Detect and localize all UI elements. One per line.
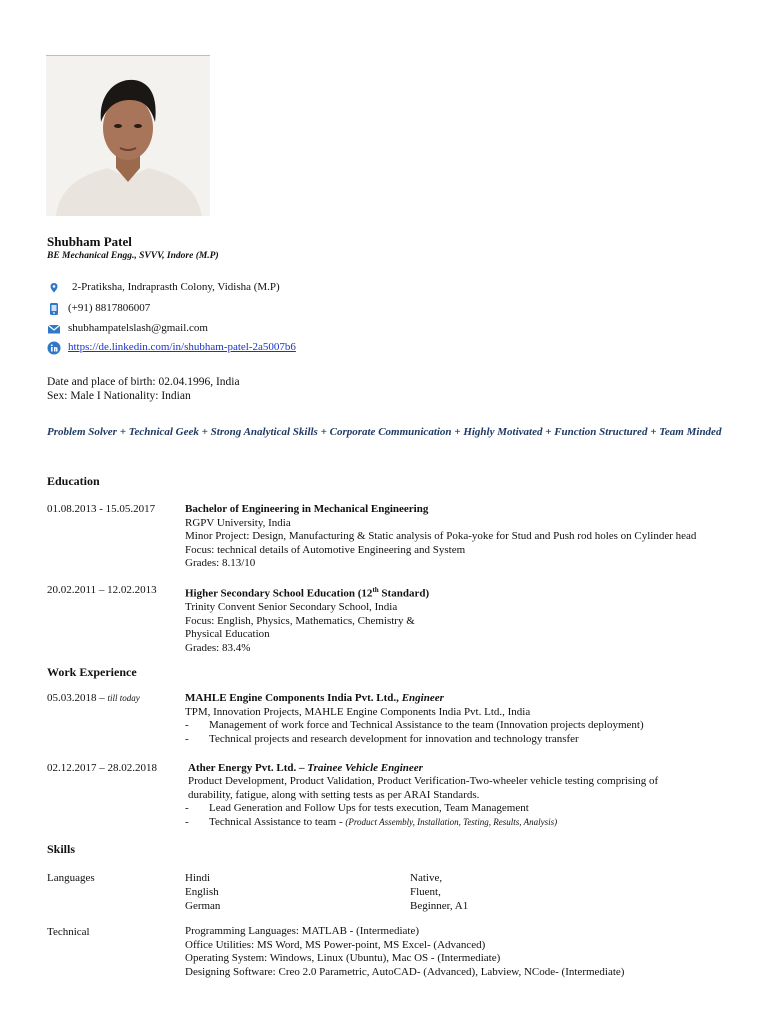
language-levels	[410, 871, 468, 913]
work-entry-details	[185, 775, 658, 829]
language-name: Hindi	[185, 872, 211, 884]
language-names	[185, 871, 220, 913]
email-link[interactable]: shubhampatelslash@gmail.com	[68, 322, 208, 334]
technical-skill: Programming Languages: MATLAB - (Intermediate)	[185, 925, 419, 937]
portrait-image	[46, 56, 210, 216]
bullet-item: - Technical projects and research development for innovation and technology transfer	[185, 732, 579, 745]
address-text: 2-Pratiksha, Indraprasth Colony, Vidisha (M.P)	[72, 281, 280, 293]
job-role: Trainee Vehicle Engineer	[307, 762, 423, 774]
bullet-item: - Technical Assistance to team - (Product Assembly, Installation, Testing, Results, Analysis)	[185, 815, 558, 828]
degree-title-text: Standard)	[378, 587, 430, 600]
entry-line: Physical Education	[185, 628, 270, 641]
work-date-text: 05.03.2018 –	[47, 692, 108, 704]
languages-label: Languages	[47, 872, 95, 884]
bullet-text: Technical projects and research development for innovation and technology transfer	[209, 732, 579, 745]
education-date: 20.02.2011 – 12.02.2013	[47, 584, 157, 596]
work-date	[47, 692, 140, 704]
sex-nationality: Sex: Male I Nationality: Indian	[47, 390, 191, 402]
language-level: Native,	[410, 872, 443, 884]
entry-line: Focus: technical details of Automotive Engineering and System	[185, 543, 466, 556]
work-date-suffix: till today	[107, 693, 140, 703]
job-title	[188, 762, 423, 776]
technical-skills	[185, 925, 624, 979]
education-entry	[185, 584, 429, 655]
candidate-degree: BE Mechanical Engg., SVVV, Indore (M.P)	[47, 251, 219, 261]
profile-summary: Problem Solver + Technical Geek + Strong Analytical Skills + Corporate Communication + Highly Motivated + Function Structured + Team Minded	[47, 426, 722, 438]
entry-line: Grades: 83.4%	[185, 641, 251, 654]
entry-line: Product Development, Product Validation, Product Verification-Two-wheeler vehicle testing comprising of	[188, 775, 659, 787]
phone-text: (+91) 8817806007	[68, 302, 151, 314]
entry-line: Grades: 8.13/10	[185, 557, 256, 569]
degree-title	[185, 584, 429, 601]
linkedin-link[interactable]: https://de.linkedin.com/in/shubham-patel-2a5007b6	[68, 341, 296, 353]
section-heading-work: Work Experience	[47, 665, 137, 679]
entry-line: RGPV University, India	[185, 516, 291, 529]
entry-line: Minor Project: Design, Manufacturing & Static analysis of Poka-yoke for Stud and Push rod holes on Cylinder head	[185, 530, 697, 542]
education-date: 01.08.2013 - 15.05.2017	[47, 503, 156, 515]
technical-skill: Operating System: Windows, Linux (Ubuntu), Mac OS - (Intermediate)	[185, 952, 501, 964]
envelope-icon	[47, 322, 61, 336]
education-entry	[185, 503, 696, 571]
birth-info: Date and place of birth: 02.04.1996, India	[47, 376, 240, 388]
bullet-suffix: (Product Assembly, Installation, Testing, Results, Analysis)	[345, 816, 558, 827]
technical-skill: Designing Software: Creo 2.0 Parametric, AutoCAD- (Advanced), Labview, NCode- (Intermediate)	[185, 965, 625, 978]
work-date: 02.12.2017 – 28.02.2018	[47, 762, 157, 774]
bullet-item: - Lead Generation and Follow Ups for tests execution, Team Management	[185, 802, 529, 814]
candidate-name: Shubham Patel	[47, 234, 132, 249]
degree-title-sup: th	[372, 586, 379, 594]
section-heading-education: Education	[47, 474, 100, 488]
linkedin-icon	[47, 341, 61, 355]
degree-title: Bachelor of Engineering in Mechanical Engineering	[185, 503, 429, 515]
bullet-text: Technical Assistance to team -	[209, 815, 346, 828]
location-pin-icon	[47, 281, 61, 295]
phone-icon	[47, 302, 61, 316]
language-name: German	[185, 900, 221, 912]
section-heading-skills: Skills	[47, 842, 76, 856]
language-name: English	[185, 886, 219, 898]
company-name: MAHLE Engine Components India Pvt. Ltd.,	[185, 692, 402, 704]
entry-line: Trinity Convent Senior Secondary School, India	[185, 601, 398, 614]
technical-label: Technical	[47, 926, 90, 938]
work-entry	[185, 692, 644, 746]
entry-line: Focus: English, Physics, Mathematics, Chemistry &	[185, 614, 415, 627]
work-entry	[188, 762, 423, 776]
bullet-text: Management of work force and Technical Assistance to the team (Innovation projects deployment)	[209, 719, 644, 731]
bullet-text: Lead Generation and Follow Ups for tests execution, Team Management	[209, 802, 529, 814]
language-level: Fluent,	[410, 886, 441, 898]
degree-title-text: Higher Secondary School Education (12	[185, 587, 373, 600]
entry-line: durability, fatigue, along with setting tests as per ARAI Standards.	[188, 788, 480, 801]
company-name: Ather Energy Pvt. Ltd. –	[188, 762, 308, 774]
technical-skill: Office Utilities: MS Word, MS Power-point, MS Excel- (Advanced)	[185, 938, 486, 951]
profile-photo	[46, 55, 210, 216]
bullet-item: - Management of work force and Technical Assistance to the team (Innovation projects deployment)	[185, 719, 644, 731]
language-level: Beginner, A1	[410, 900, 469, 912]
job-role: Engineer	[401, 692, 444, 704]
entry-line: TPM, Innovation Projects, MAHLE Engine Components India Pvt. Ltd., India	[185, 705, 531, 718]
job-title	[185, 692, 644, 706]
